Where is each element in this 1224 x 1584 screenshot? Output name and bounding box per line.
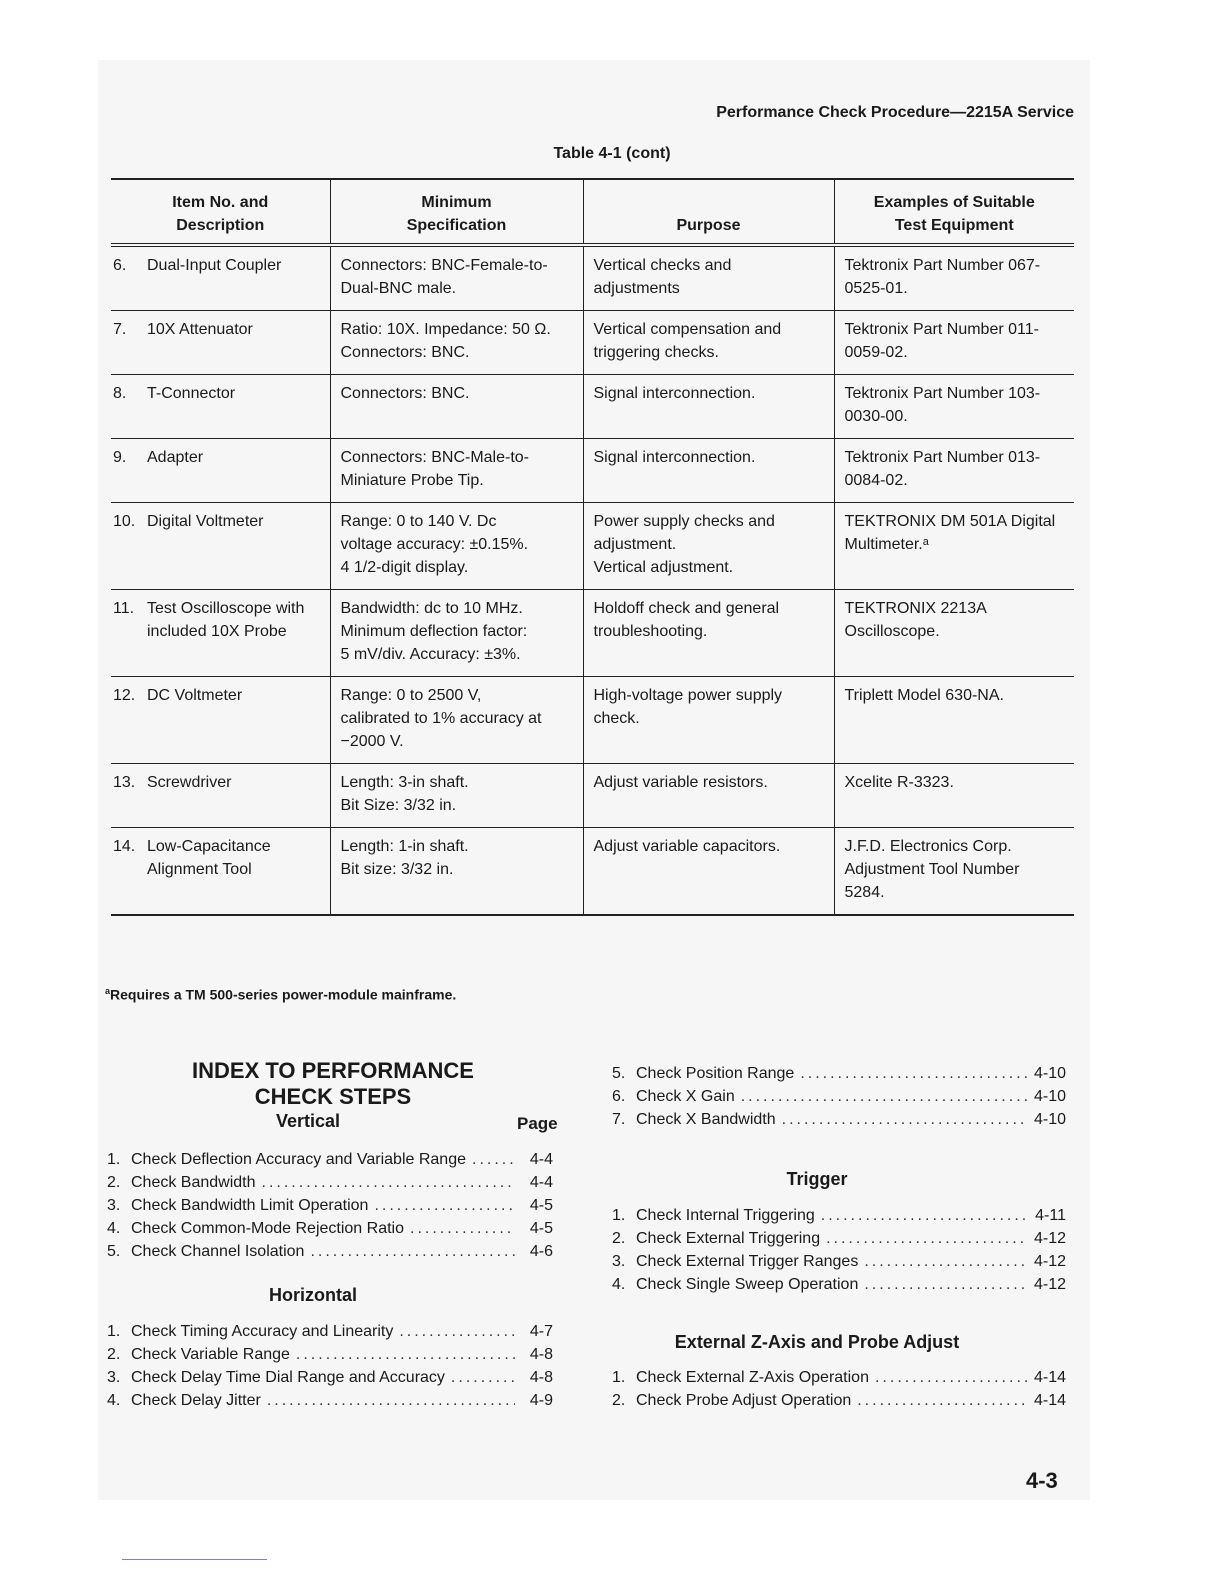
specification-line: Length: 3-in shaft. [340, 774, 469, 791]
entry-page: 4-6 [529, 1243, 553, 1260]
item-wrapper [113, 510, 320, 533]
entry-label: Check Channel Isolation [131, 1243, 305, 1260]
entry-number: 4. [107, 1392, 121, 1409]
table-row [111, 311, 1074, 375]
specification-cell [330, 503, 583, 590]
entry-number: 2. [612, 1392, 626, 1409]
description-line: Test Oscilloscope with [147, 600, 305, 617]
description-line: Adapter [147, 449, 204, 466]
purpose-cell [583, 311, 834, 375]
item-number: 14. [113, 838, 136, 855]
column-header-purpose [583, 179, 834, 245]
equipment-line: TEKTRONIX DM 501A Digital [844, 513, 1056, 530]
entry-label: Check Single Sweep Operation [636, 1276, 859, 1293]
item-number: 8. [113, 385, 127, 402]
header-line: Minimum [421, 194, 492, 211]
item-cell [111, 828, 330, 916]
entry-number: 2. [107, 1174, 121, 1191]
horizontal-steps-list [107, 1320, 553, 1412]
entry-label: Check Timing Accuracy and Linearity [131, 1323, 394, 1340]
purpose-cell [583, 764, 834, 828]
index-entry [107, 1320, 553, 1343]
index-entry [107, 1148, 553, 1171]
purpose-line: Power supply checks and [593, 513, 775, 530]
entry-label: Check X Gain [636, 1088, 735, 1105]
dot-leader [800, 1062, 1028, 1085]
entry-label: Check Delay Time Dial Range and Accuracy [131, 1369, 445, 1386]
specification-line: Ratio: 10X. Impedance: 50 Ω. [340, 321, 551, 338]
specification-cell [330, 677, 583, 764]
index-title-line1: INDEX TO PERFORMANCE [192, 1058, 474, 1083]
index-entry [612, 1062, 1066, 1085]
equipment-line: 5284. [844, 884, 885, 901]
column-header-item [111, 179, 330, 245]
purpose-line: Vertical checks and [593, 257, 732, 274]
column-header-spec [330, 179, 583, 245]
entry-number: 1. [107, 1151, 121, 1168]
index-entry [612, 1250, 1066, 1273]
purpose-cell [583, 439, 834, 503]
entry-number: 1. [107, 1323, 121, 1340]
equipment-line: Oscilloscope. [844, 623, 940, 640]
item-wrapper [113, 254, 320, 277]
table-header-row [111, 179, 1074, 245]
specification-cell [330, 375, 583, 439]
horizontal-heading: Horizontal [269, 1285, 357, 1305]
specification-line: Minimum deflection factor: [340, 623, 528, 640]
item-description [147, 835, 271, 881]
entry-page: 4-5 [529, 1220, 553, 1237]
item-number: 6. [113, 257, 127, 274]
purpose-line: Adjust variable capacitors. [593, 838, 781, 855]
equipment-cell [834, 375, 1074, 439]
dot-leader [267, 1389, 515, 1412]
entry-label: Check Probe Adjust Operation [636, 1392, 852, 1409]
specification-line: calibrated to 1% accuracy at [340, 710, 542, 727]
specification-line: 4 1/2-digit display. [340, 559, 469, 576]
dot-leader [864, 1273, 1028, 1296]
item-description [147, 382, 235, 405]
specification-line: Bit size: 3/32 in. [340, 861, 454, 878]
item-description [147, 771, 231, 794]
purpose-line: Adjust variable resistors. [593, 774, 768, 791]
purpose-line: adjustments [593, 280, 680, 297]
table-row [111, 503, 1074, 590]
purpose-line: Vertical adjustment. [593, 559, 734, 576]
entry-page: 4-14 [1034, 1369, 1067, 1386]
description-line: DC Voltmeter [147, 687, 243, 704]
equipment-line: Triplett Model 630-NA. [844, 687, 1004, 704]
table-row [111, 245, 1074, 311]
dot-leader [296, 1343, 515, 1366]
running-header: Performance Check Procedure—2215A Service [716, 104, 1074, 121]
specification-line: Miniature Probe Tip. [340, 472, 484, 489]
entry-label: Check Bandwidth Limit Operation [131, 1197, 369, 1214]
table-title: Table 4-1 (cont) [553, 145, 671, 162]
entry-page: 4-10 [1034, 1088, 1067, 1105]
specification-line: Connectors: BNC. [340, 385, 470, 402]
equipment-line: 0059-02. [844, 344, 908, 361]
entry-page: 4-4 [529, 1174, 553, 1191]
table-row [111, 439, 1074, 503]
index-entry [612, 1273, 1066, 1296]
description-line: Alignment Tool [147, 861, 252, 878]
dot-leader [262, 1171, 515, 1194]
index-entry [612, 1389, 1066, 1412]
table-row [111, 590, 1074, 677]
page-column-heading: Page [517, 1114, 558, 1133]
description-line: Screwdriver [147, 774, 232, 791]
specification-line: Range: 0 to 140 V. Dc [340, 513, 497, 530]
specification-line: Range: 0 to 2500 V, [340, 687, 482, 704]
column-header-equipment [834, 179, 1074, 245]
description-line: included 10X Probe [147, 623, 287, 640]
item-wrapper [113, 318, 320, 341]
item-wrapper [113, 684, 320, 707]
purpose-line: adjustment. [593, 536, 677, 553]
specification-line: Connectors: BNC-Male-to- [340, 449, 529, 466]
entry-page: 4-12 [1034, 1230, 1067, 1247]
description-line: Dual-Input Coupler [147, 257, 282, 274]
entry-label: Check Delay Jitter [131, 1392, 261, 1409]
entry-page: 4-8 [529, 1369, 553, 1386]
description-line: Digital Voltmeter [147, 513, 264, 530]
specification-line: Bit Size: 3/32 in. [340, 797, 457, 814]
table-row [111, 828, 1074, 916]
purpose-line: Signal interconnection. [593, 385, 756, 402]
item-cell [111, 677, 330, 764]
equipment-line: Tektronix Part Number 011- [844, 321, 1039, 338]
table-row [111, 764, 1074, 828]
entry-page: 4-10 [1034, 1111, 1067, 1128]
equipment-line: Multimeter.ᵃ [844, 536, 929, 553]
equipment-cell [834, 828, 1074, 916]
entry-page: 4-5 [529, 1197, 553, 1214]
item-description [147, 510, 264, 533]
entry-page: 4-12 [1034, 1253, 1067, 1270]
item-cell [111, 590, 330, 677]
purpose-line: High-voltage power supply [593, 687, 783, 704]
equipment-line: Tektronix Part Number 067- [844, 257, 1041, 274]
equipment-line: J.F.D. Electronics Corp. [844, 838, 1012, 855]
purpose-cell [583, 375, 834, 439]
item-wrapper [113, 597, 320, 643]
dot-leader [399, 1320, 515, 1343]
dot-leader [472, 1148, 515, 1171]
entry-page: 4-7 [529, 1323, 553, 1340]
specification-line: Connectors: BNC-Female-to- [340, 257, 548, 274]
dot-leader [857, 1389, 1028, 1412]
item-cell [111, 764, 330, 828]
header-line: Item No. and [172, 194, 269, 211]
entry-label: Check Deflection Accuracy and Variable Range [131, 1151, 466, 1168]
index-entry [612, 1085, 1066, 1108]
purpose-cell [583, 677, 834, 764]
item-number: 13. [113, 774, 136, 791]
item-wrapper [113, 835, 320, 881]
specification-cell [330, 311, 583, 375]
equipment-cell [834, 764, 1074, 828]
item-number: 11. [113, 600, 135, 617]
dot-leader [741, 1085, 1028, 1108]
item-wrapper [113, 382, 320, 405]
item-description [147, 684, 242, 707]
entry-number: 2. [107, 1346, 121, 1363]
trigger-heading: Trigger [786, 1169, 848, 1189]
specification-line: Connectors: BNC. [340, 344, 470, 361]
dot-leader [451, 1366, 515, 1389]
entry-number: 4. [612, 1276, 626, 1293]
index-entry [612, 1108, 1066, 1131]
horizontal-steps-list-continued [612, 1062, 1066, 1131]
dot-leader [864, 1250, 1028, 1273]
specification-line: Bandwidth: dc to 10 MHz. [340, 600, 523, 617]
entry-label: Check External Triggering [636, 1230, 821, 1247]
entry-page: 4-11 [1035, 1207, 1066, 1224]
index-entry [612, 1227, 1066, 1250]
dot-leader [826, 1227, 1028, 1250]
page-number: 4-3 [1026, 1468, 1058, 1493]
dot-leader [310, 1240, 515, 1263]
entry-label: Check Common-Mode Rejection Ratio [131, 1220, 404, 1237]
item-description [147, 318, 253, 341]
equipment-line: Xcelite R-3323. [844, 774, 954, 791]
entry-number: 6. [612, 1088, 626, 1105]
trigger-steps-list [612, 1204, 1066, 1296]
vertical-steps-list [107, 1148, 553, 1263]
item-number: 12. [113, 687, 136, 704]
equipment-cell [834, 677, 1074, 764]
item-number: 10. [113, 513, 136, 530]
vertical-heading: Vertical [275, 1111, 341, 1131]
purpose-line: check. [593, 710, 640, 727]
description-line: T-Connector [147, 385, 236, 402]
equipment-line: Adjustment Tool Number [844, 861, 1020, 878]
purpose-line: Signal interconnection. [593, 449, 756, 466]
index-entry [612, 1204, 1066, 1227]
item-number: 9. [113, 449, 127, 466]
purpose-cell [583, 503, 834, 590]
entry-label: Check Position Range [636, 1065, 795, 1082]
table-row [111, 677, 1074, 764]
equipment-line: 0030-00. [844, 408, 908, 425]
header-line: Examples of Suitable [873, 194, 1035, 211]
specification-cell [330, 764, 583, 828]
entry-number: 7. [612, 1111, 626, 1128]
table-footnote [105, 986, 456, 1003]
header-line: Specification [406, 217, 507, 234]
item-cell [111, 439, 330, 503]
index-entry [107, 1366, 553, 1389]
index-entry [107, 1217, 553, 1240]
index-title-line2: CHECK STEPS [254, 1084, 412, 1109]
index-entry [107, 1343, 553, 1366]
item-cell [111, 245, 330, 311]
description-line: Low-Capacitance [147, 838, 271, 855]
specification-cell [330, 828, 583, 916]
table-row [111, 375, 1074, 439]
item-cell [111, 375, 330, 439]
specification-cell [330, 590, 583, 677]
entry-label: Check Variable Range [131, 1346, 290, 1363]
item-wrapper [113, 771, 320, 794]
equipment-cell [834, 311, 1074, 375]
index-entry [107, 1194, 553, 1217]
entry-label: Check External Z-Axis Operation [636, 1369, 869, 1386]
dot-leader [782, 1108, 1028, 1131]
test-equipment-table [111, 178, 1074, 916]
header-line: Test Equipment [894, 217, 1014, 234]
entry-page: 4-12 [1034, 1276, 1067, 1293]
purpose-line: troubleshooting. [593, 623, 708, 640]
item-cell [111, 311, 330, 375]
entry-number: 5. [107, 1243, 121, 1260]
equipment-line: Tektronix Part Number 013- [844, 449, 1041, 466]
specification-line: Length: 1-in shaft. [340, 838, 469, 855]
item-description [147, 597, 304, 643]
specification-cell [330, 245, 583, 311]
purpose-cell [583, 590, 834, 677]
purpose-cell [583, 245, 834, 311]
entry-number: 3. [612, 1253, 626, 1270]
item-description [147, 446, 203, 469]
equipment-cell [834, 590, 1074, 677]
purpose-line: Holdoff check and general [593, 600, 780, 617]
item-cell [111, 503, 330, 590]
purpose-line: triggering checks. [593, 344, 719, 361]
entry-number: 3. [107, 1197, 121, 1214]
entry-label: Check X Bandwidth [636, 1111, 776, 1128]
edge-rule [122, 1559, 267, 1560]
external-heading: External Z-Axis and Probe Adjust [674, 1332, 960, 1352]
header-line: Description [176, 217, 265, 234]
entry-number: 3. [107, 1369, 121, 1386]
entry-label: Check Internal Triggering [636, 1207, 815, 1224]
specification-line: −2000 V. [340, 733, 404, 750]
index-entry [107, 1389, 553, 1412]
equipment-cell [834, 503, 1074, 590]
footnote-text: Requires a TM 500-series power-module mainframe. [110, 986, 457, 1003]
equipment-cell [834, 245, 1074, 311]
specification-line: voltage accuracy: ±0.15%. [340, 536, 529, 553]
footnote-mark: a [105, 986, 111, 996]
item-description [147, 254, 281, 277]
description-line: 10X Attenuator [147, 321, 253, 338]
entry-number: 1. [612, 1207, 626, 1224]
specification-line: Dual-BNC male. [340, 280, 457, 297]
specification-line: 5 mV/div. Accuracy: ±3%. [340, 646, 521, 663]
item-number: 7. [113, 321, 127, 338]
entry-page: 4-4 [529, 1151, 553, 1168]
header-line: Purpose [676, 217, 741, 234]
entry-page: 4-9 [529, 1392, 553, 1409]
specification-cell [330, 439, 583, 503]
entry-label: Check External Trigger Ranges [636, 1253, 859, 1270]
entry-label: Check Bandwidth [131, 1174, 256, 1191]
purpose-cell [583, 828, 834, 916]
entry-number: 2. [612, 1230, 626, 1247]
entry-number: 1. [612, 1369, 626, 1386]
index-entry [107, 1171, 553, 1194]
entry-page: 4-14 [1034, 1392, 1067, 1409]
purpose-line: Vertical compensation and [593, 321, 782, 338]
index-entry [107, 1240, 553, 1263]
dot-leader [875, 1366, 1028, 1389]
external-steps-list [612, 1366, 1066, 1412]
entry-page: 4-8 [529, 1346, 553, 1363]
equipment-line: Tektronix Part Number 103- [844, 385, 1041, 402]
entry-page: 4-10 [1034, 1065, 1067, 1082]
entry-number: 5. [612, 1065, 626, 1082]
equipment-line: 0525-01. [844, 280, 908, 297]
dot-leader [374, 1194, 515, 1217]
entry-number: 4. [107, 1220, 121, 1237]
index-entry [612, 1366, 1066, 1389]
equipment-cell [834, 439, 1074, 503]
item-wrapper [113, 446, 320, 469]
equipment-line: TEKTRONIX 2213A [844, 600, 987, 617]
dot-leader [821, 1204, 1028, 1227]
dot-leader [410, 1217, 515, 1240]
equipment-line: 0084-02. [844, 472, 908, 489]
